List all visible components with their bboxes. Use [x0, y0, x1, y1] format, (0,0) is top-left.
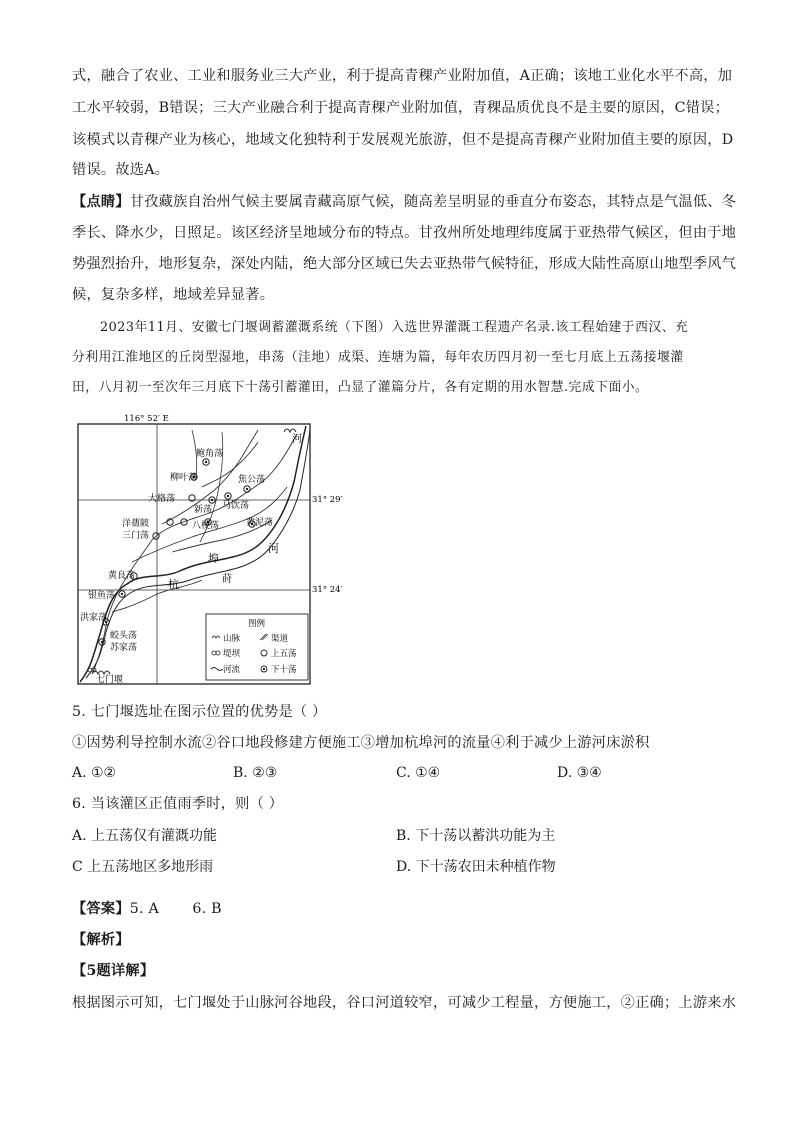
answer-text: 5. A 6. B — [129, 901, 222, 917]
place-label: 七门堰 — [96, 675, 124, 685]
question-5-stem: 5. 七门堰选址在图示位置的优势是（ ） — [72, 704, 327, 720]
place-label: 黄泥荡 — [246, 518, 274, 528]
place-label: 蛟头荡 — [110, 631, 138, 641]
place-label: 鲍角荡 — [196, 449, 224, 459]
paragraph-line: 季长、降水少，日照足。该区经济呈地域分布的特点。甘孜州所处地理纬度属于亚热带气候区，但由于地 — [72, 225, 737, 241]
legend-dam: 堤坝 — [223, 649, 241, 659]
place-label: 银鱼荡 — [88, 591, 116, 601]
river-label: 河 — [292, 434, 302, 445]
q5-option-b[interactable]: B. ②③ — [233, 765, 278, 781]
q6-option-a[interactable]: A. 上五荡仅有灌溉功能 — [72, 828, 218, 844]
irrigation-map — [72, 412, 343, 687]
place-label: 洪家荡 — [80, 613, 108, 623]
paragraph-line: 该模式以青稞产业为核心，地域文化独特利于发展观光旅游，但不是提高青稞产业附加值主要的原因，D — [72, 132, 734, 148]
dianjing-paragraph — [72, 192, 737, 212]
mountain-symbol — [284, 429, 296, 432]
place-label: 大格荡 — [148, 494, 176, 504]
lower-pond-marker — [119, 591, 125, 597]
place-label: 苏家荡 — [110, 643, 138, 653]
place-label: 焦公荡 — [238, 475, 266, 485]
river-label: 河 — [268, 542, 279, 555]
lower-pond-marker — [203, 459, 209, 465]
legend-river: 河流 — [223, 665, 241, 675]
place-label: 黄良荡 — [108, 571, 136, 581]
map-legend — [206, 614, 308, 680]
analysis-label: 【解析】 — [72, 932, 130, 948]
material-line: 田，八月初一至次年三月底下十荡引蓄灌田，凸显了灌篇分片，各有定期的用水智慧.完成下面小。 — [72, 380, 649, 395]
question-6-stem: 6. 当该灌区正值雨季时，则（ ） — [72, 796, 284, 812]
q6-option-b[interactable]: B. 下十荡以蓄洪功能为主 — [396, 828, 556, 844]
river-label: 莳 — [222, 574, 232, 585]
longitude-label: 116° 52′ E — [124, 414, 169, 424]
place-label: 马饮荡 — [222, 501, 250, 511]
dam-symbol — [88, 668, 96, 672]
lower-pond-marker — [244, 486, 250, 492]
answer-label: 【答案】 — [72, 901, 130, 917]
place-label: 洋蒨陂 — [122, 519, 150, 529]
river-label: 杭 — [168, 578, 179, 591]
detail-text: 根据图示可知，七门堰处于山脉河谷地段，谷口河道较窄，可减少工程量，方便施工，②正确；上游来水 — [72, 995, 737, 1011]
legend-upper: 上五荡 — [271, 649, 297, 659]
river-label: 埠 — [208, 552, 219, 565]
answer-line — [72, 899, 722, 919]
material-line: 分利用江淮地区的丘岗型湿地，串荡（洼地）成渠、连塘为篇，每年农历四月初一至七月底上五荡接堰灌 — [72, 350, 684, 365]
paragraph-line: 候，复杂多样，地域差异显著。 — [72, 287, 275, 303]
legend-lower: 下十荡 — [271, 665, 297, 675]
paragraph-line: 式，融合了农业、工业和服务业三大产业，利于提高青稞产业附加值，A正确；该地工业化水平不高，加 — [72, 68, 733, 84]
lower-pond-marker — [225, 493, 231, 499]
detail-label: 【5题详解】 — [72, 963, 155, 979]
q6-option-c[interactable]: C 上五荡地区多地形雨 — [72, 859, 214, 875]
legend-mountain: 山脉 — [223, 634, 241, 644]
paragraph-line: 错误。故选A。 — [72, 162, 170, 178]
paragraph-line: 势强烈抬升，地形复杂，深处内陆，绝大部分区域已失去亚热带气候特征，形成大陆性高原山地型季风气 — [72, 256, 737, 272]
place-label: 新荡 — [194, 505, 213, 515]
question-5-statements: ①因势利导控制水流②谷口地段修建方便施工③增加杭埠河的流量④利于减少上游河床淤积 — [72, 735, 650, 751]
place-label: 柳叶荡 — [170, 473, 198, 483]
paragraph-line: 甘孜藏族自治州气候主要属青藏高原气候，随高差呈明显的垂直分布姿态，其特点是气温低、冬 — [129, 194, 737, 210]
q5-option-c[interactable]: C. ①④ — [396, 765, 441, 781]
latitude-label-1: 31° 29′ — [312, 495, 343, 505]
dianjing-label: 【点睛】 — [72, 194, 130, 210]
paragraph-line: 工水平较弱，B错误；三大产业融合利于提高青稞产业附加值，青稞品质优良不是主要的原因，C错误； — [72, 100, 730, 116]
place-label: 三门荡 — [122, 531, 150, 541]
latitude-label-2: 31° 24′ — [312, 585, 343, 595]
material-line: 2023年11月、安徽七门堰调蓄灌溉系统（下图）入选世界灌溉工程遗产名录.该工程始建于西汉、充 — [100, 320, 689, 335]
legend-canal: 渠道 — [271, 634, 289, 644]
q6-option-d[interactable]: D. 下十荡农田未种植作物 — [396, 859, 556, 875]
q5-option-d[interactable]: D. ③④ — [557, 765, 602, 781]
place-label: 八梗荡 — [192, 521, 220, 531]
q5-option-a[interactable]: A. ①② — [72, 765, 117, 781]
legend-title: 图例 — [248, 619, 266, 629]
